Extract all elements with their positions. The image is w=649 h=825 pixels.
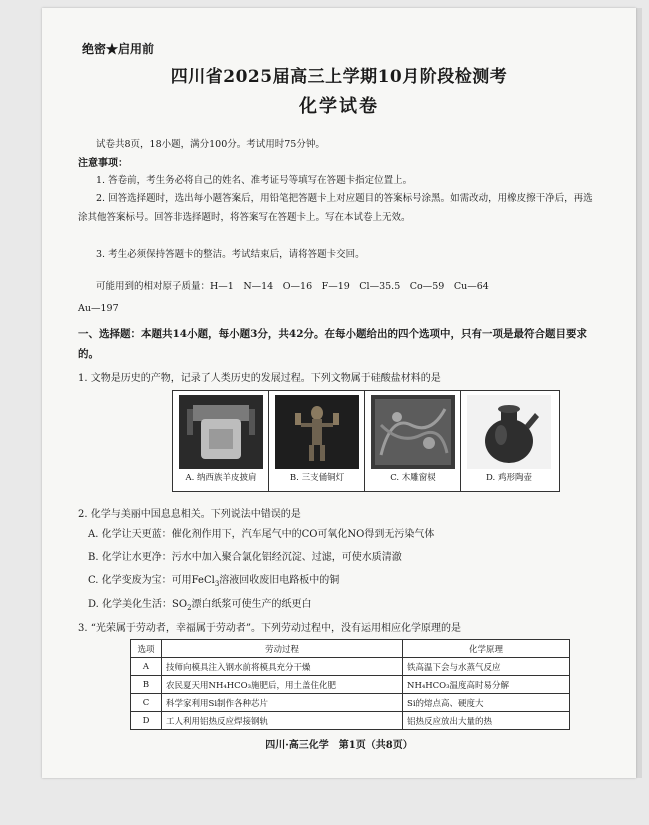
wood-carving-window-image xyxy=(371,395,455,469)
question-2-option-b: B. 化学让水更净：污水中加入聚合氯化铝经沉淀、过滤，可使水质清澈 xyxy=(88,552,402,563)
row-option: A xyxy=(131,658,162,676)
row-principle: 铝热反应放出大量的热 xyxy=(403,712,570,730)
notice-heading: 注意事项： xyxy=(78,158,128,169)
row-process: 农民夏天用NH₄HCO₃施肥后，用土盖住化肥 xyxy=(162,676,403,694)
row-option: C xyxy=(131,694,162,712)
atomic-masses: 可能用到的相对原子质量：H—1 N—14 O—16 F—19 Cl—35.5 Co—59 Cu—64 xyxy=(96,281,489,292)
table-row xyxy=(131,676,570,694)
table-header-row xyxy=(131,640,570,658)
table-row xyxy=(131,658,570,676)
caption-a: A. 纳西族羊皮披肩 xyxy=(185,473,257,483)
page-edge xyxy=(636,8,642,778)
question-2-option-a: A. 化学让天更蓝：催化剂作用下，汽车尾气中的CO可氧化NO得到无污染气体 xyxy=(88,529,435,540)
question-3-table xyxy=(130,639,570,730)
table-row xyxy=(131,694,570,712)
exam-info: 试卷共8页，18小题，满分100分。考试用时75分钟。 xyxy=(96,139,325,150)
notice-item-3: 3. 考生必须保持答题卡的整洁。考试结束后，请将答题卡交回。 xyxy=(96,249,365,260)
row-option: B xyxy=(131,676,162,694)
question-2-option-d: D. 化学美化生活：$SO_2$漂白纸浆可使生产的纸更白 xyxy=(88,599,312,612)
row-option: D xyxy=(131,712,162,730)
atomic-masses-cont: Au—197 xyxy=(78,303,119,314)
row-process: 技师向模具注入钢水前将模具充分干燥 xyxy=(162,658,403,676)
table-row xyxy=(131,712,570,730)
row-principle: 铁高温下会与水蒸气反应 xyxy=(403,658,570,676)
artifact-d xyxy=(461,391,557,491)
exam-title: 四川省2025届高三上学期10月阶段检测考 xyxy=(170,67,508,87)
notice-item-1: 1. 答卷前，考生务必将自己的姓名、准考证号等填写在答题卡指定位置上。 xyxy=(96,175,413,186)
section-1-instructions: 一、选择题：本题共14小题，每小题3分，共42分。在每小题给出的四个选项中，只有一项是最符合题目要求的。 xyxy=(78,328,588,360)
caption-c: C. 木雕窗棂 xyxy=(390,473,436,483)
page-footer: 四川·高三化学 第1页（共8页） xyxy=(265,740,413,751)
question-2-stem: 2. 化学与美丽中国息息相关。下列说法中错误的是 xyxy=(78,509,301,520)
question-3-stem: 3. “光荣属于劳动者，幸福属于劳动者”。下列劳动过程中，没有运用相应化学原理的是 xyxy=(78,623,461,634)
artifact-a xyxy=(173,391,269,491)
confidential-label: 绝密★启用前 xyxy=(82,42,155,56)
row-principle: Si的熔点高、硬度大 xyxy=(403,694,570,712)
artifact-images xyxy=(172,390,560,492)
header-option: 选项 xyxy=(131,640,162,658)
header-principle: 化学原理 xyxy=(403,640,570,658)
exam-subtitle: 化学试卷 xyxy=(299,96,379,117)
caption-d: D. 鸡形陶壶 xyxy=(486,473,532,483)
chicken-pottery-image xyxy=(467,395,551,469)
row-process: 科学家利用Si制作各种芯片 xyxy=(162,694,403,712)
sheepskin-shawl-image xyxy=(179,395,263,469)
row-principle: NH₄HCO₃温度高时易分解 xyxy=(403,676,570,694)
caption-b: B. 三支俑铜灯 xyxy=(289,473,345,483)
artifact-b xyxy=(269,391,365,491)
row-process: 工人利用铝热反应焊接钢轨 xyxy=(162,712,403,730)
question-2-option-c: C. 化学变废为宝：可用FeCl$_3$溶液回收废旧电路板中的铜 xyxy=(88,575,340,588)
header-process: 劳动过程 xyxy=(162,640,403,658)
bronze-lamp-image xyxy=(275,395,359,469)
question-1-stem: 1. 文物是历史的产物，记录了人类历史的发展过程。下列文物属于硅酸盐材料的是 xyxy=(78,373,441,384)
notice-item-2: 2. 回答选择题时，选出每小题答案后，用铅笔把答题卡上对应题目的答案标号涂黑。如需改动，用橡皮擦干净后，再选涂其他答案标号。回答非选择题时，将答案写在答题卡上。写在本试卷上无效。 xyxy=(78,193,593,223)
exam-page xyxy=(42,8,636,778)
artifact-c xyxy=(365,391,461,491)
